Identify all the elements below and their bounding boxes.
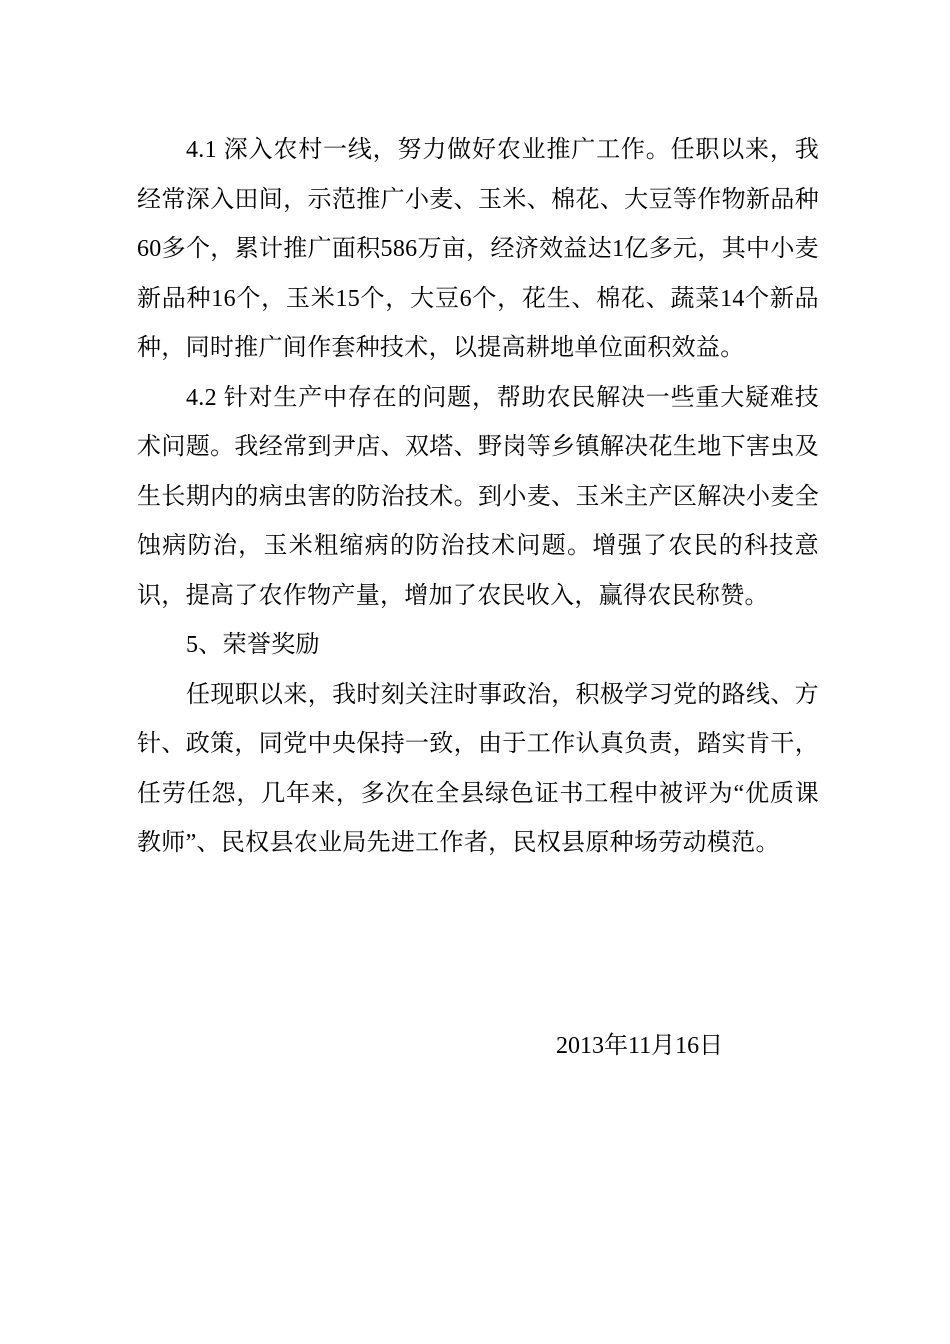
paragraph-honors: 任现职以来，我时刻关注时事政治，积极学习党的路线、方针、政策，同党中央保持一致，由于工作认真负责，踏实肯干，任劳任怨，几年来，多次在全县绿色证书工程中被评为“优质课教师”、民权县农业局先进工作者，民权县原种场劳动模范。 bbox=[137, 681, 819, 856]
document-body bbox=[137, 126, 819, 869]
paragraph-4-2: 4.2 针对生产中存在的问题，帮助农民解决一些重大疑难技术问题。我经常到尹店、双塔、野岗等乡镇解决花生地下害虫及生长期内的病虫害的防治技术。到小麦、玉米主产区解决小麦全蚀病防治，玉米粗缩病的防治技术问题。增强了农民的科技意识，提高了农作物产量，增加了农民收入，赢得农民称赞。 bbox=[137, 384, 819, 609]
section-heading-honors: 5、荣誉奖励 bbox=[186, 632, 320, 658]
paragraph-4-1: 4.1 深入农村一线，努力做好农业推广工作。任职以来，我经常深入田间，示范推广小麦、玉米、棉花、大豆等作物新品种60多个，累计推广面积586万亩，经济效益达1亿多元，其中小麦新品种16个，玉米15个，大豆6个，花生、棉花、蔬菜14个新品种，同时推广间作套种技术，以提高耕地单位面积效益。 bbox=[137, 137, 819, 361]
document-date: 2013年11月16日 bbox=[556, 1033, 724, 1059]
